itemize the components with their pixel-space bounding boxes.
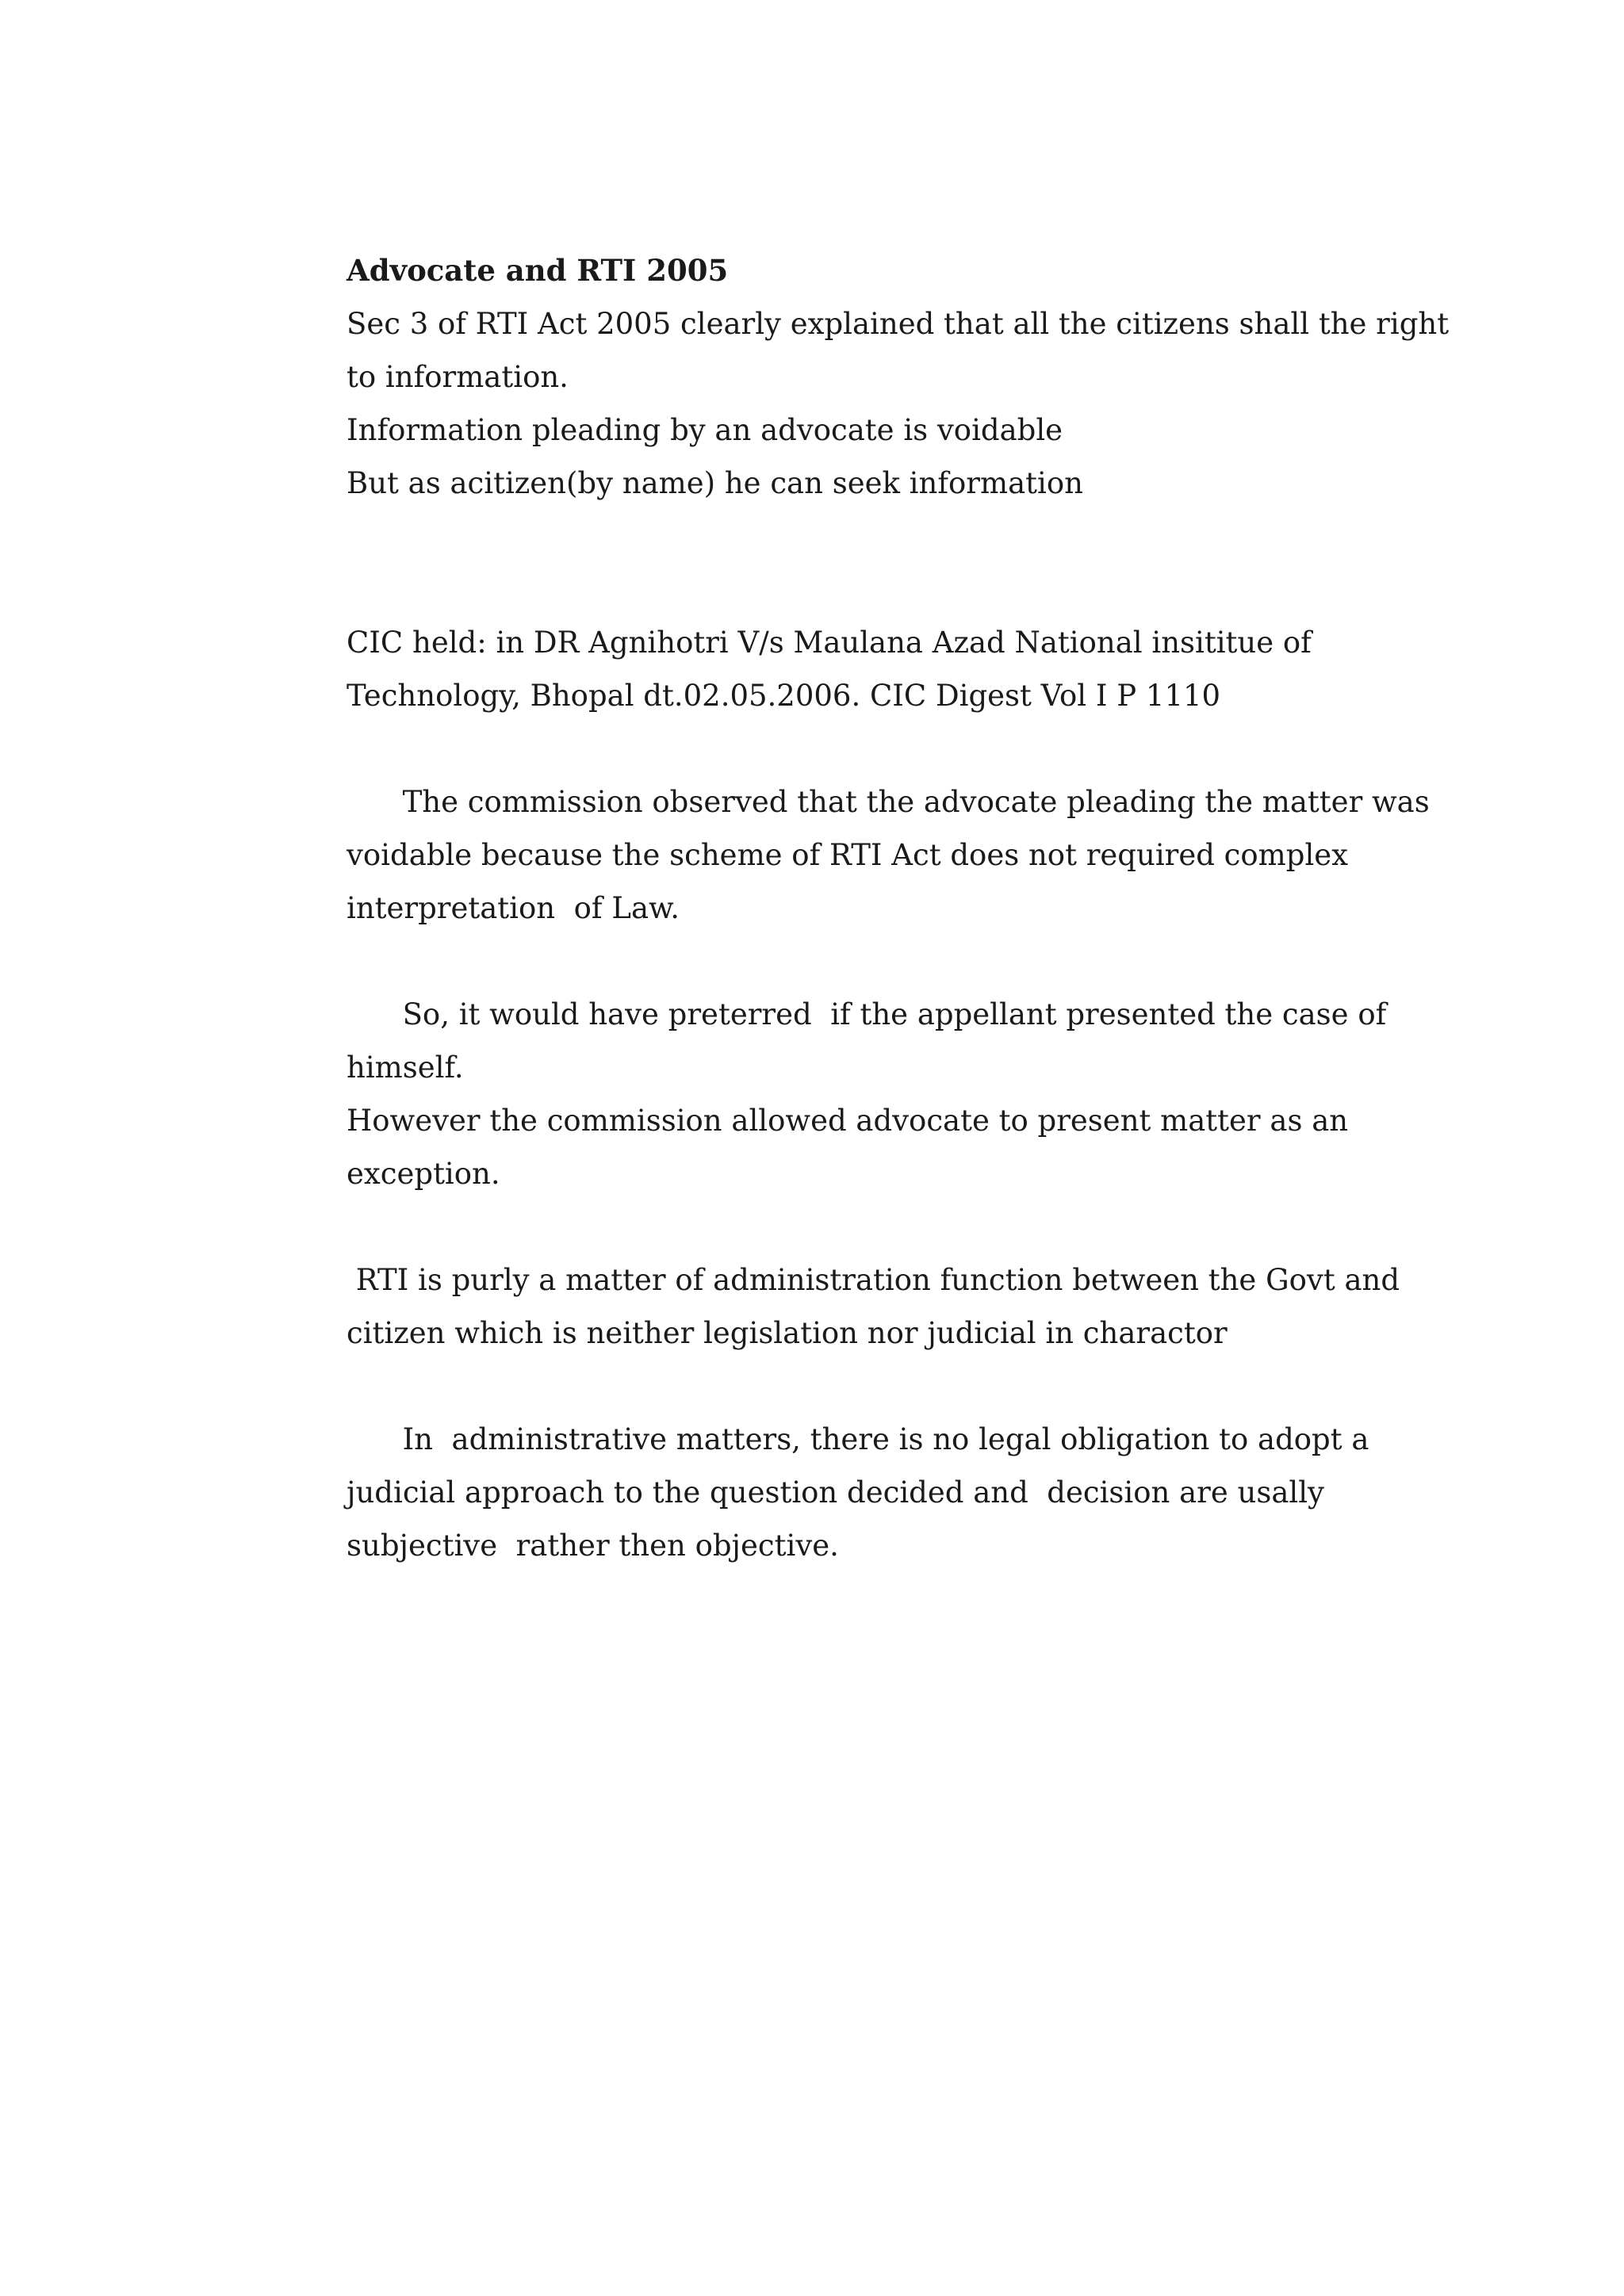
intro-line: Information pleading by an advocate is voidable [347, 413, 1063, 447]
preference-line: However the commission allowed advocate to present matter as an [347, 1104, 1349, 1138]
case-citation-line: Technology, Bhopal dt.02.05.2006. CIC Digest Vol I P 1110 [347, 679, 1221, 713]
observation-line: The commission observed that the advocate pleading the matter was [347, 785, 1430, 819]
spacer [347, 510, 1457, 616]
intro-line: to information. [347, 360, 569, 394]
case-citation-line: CIC held: in DR Agnihotri V/s Maulana Azad National insititue of [347, 626, 1312, 660]
intro-line: Sec 3 of RTI Act 2005 clearly explained that all the citizens shall the right [347, 307, 1450, 341]
preference-line: So, it would have preterred if the appellant presented the case of [347, 997, 1387, 1031]
observation-line: interpretation of Law. [347, 891, 680, 925]
administrative-line: In administrative matters, there is no legal obligation to adopt a [347, 1422, 1369, 1456]
observation-line: voidable because the scheme of RTI Act does not required complex [347, 838, 1349, 872]
preference-line: himself. [347, 1050, 464, 1085]
spacer [347, 722, 1457, 775]
preference-line: exception. [347, 1157, 500, 1191]
nature-paragraph [347, 1253, 1457, 1360]
spacer [347, 1360, 1457, 1413]
administrative-line: subjective rather then objective. [347, 1529, 839, 1563]
nature-line: citizen which is neither legislation nor judicial in charactor [347, 1316, 1228, 1350]
nature-line: RTI is purly a matter of administration function between the Govt and [347, 1263, 1400, 1297]
administrative-line: judicial approach to the question decided and decision are usally [347, 1475, 1324, 1510]
spacer [347, 935, 1457, 988]
administrative-paragraph [347, 1413, 1457, 1572]
document-body [347, 244, 1457, 1572]
intro-paragraph [347, 297, 1457, 510]
intro-line: But as acitizen(by name) he can seek information [347, 466, 1083, 500]
observation-paragraph [347, 775, 1457, 935]
spacer [347, 1200, 1457, 1253]
preference-paragraph [347, 988, 1457, 1200]
case-citation-paragraph [347, 616, 1457, 722]
document-title: Advocate and RTI 2005 [347, 253, 729, 288]
